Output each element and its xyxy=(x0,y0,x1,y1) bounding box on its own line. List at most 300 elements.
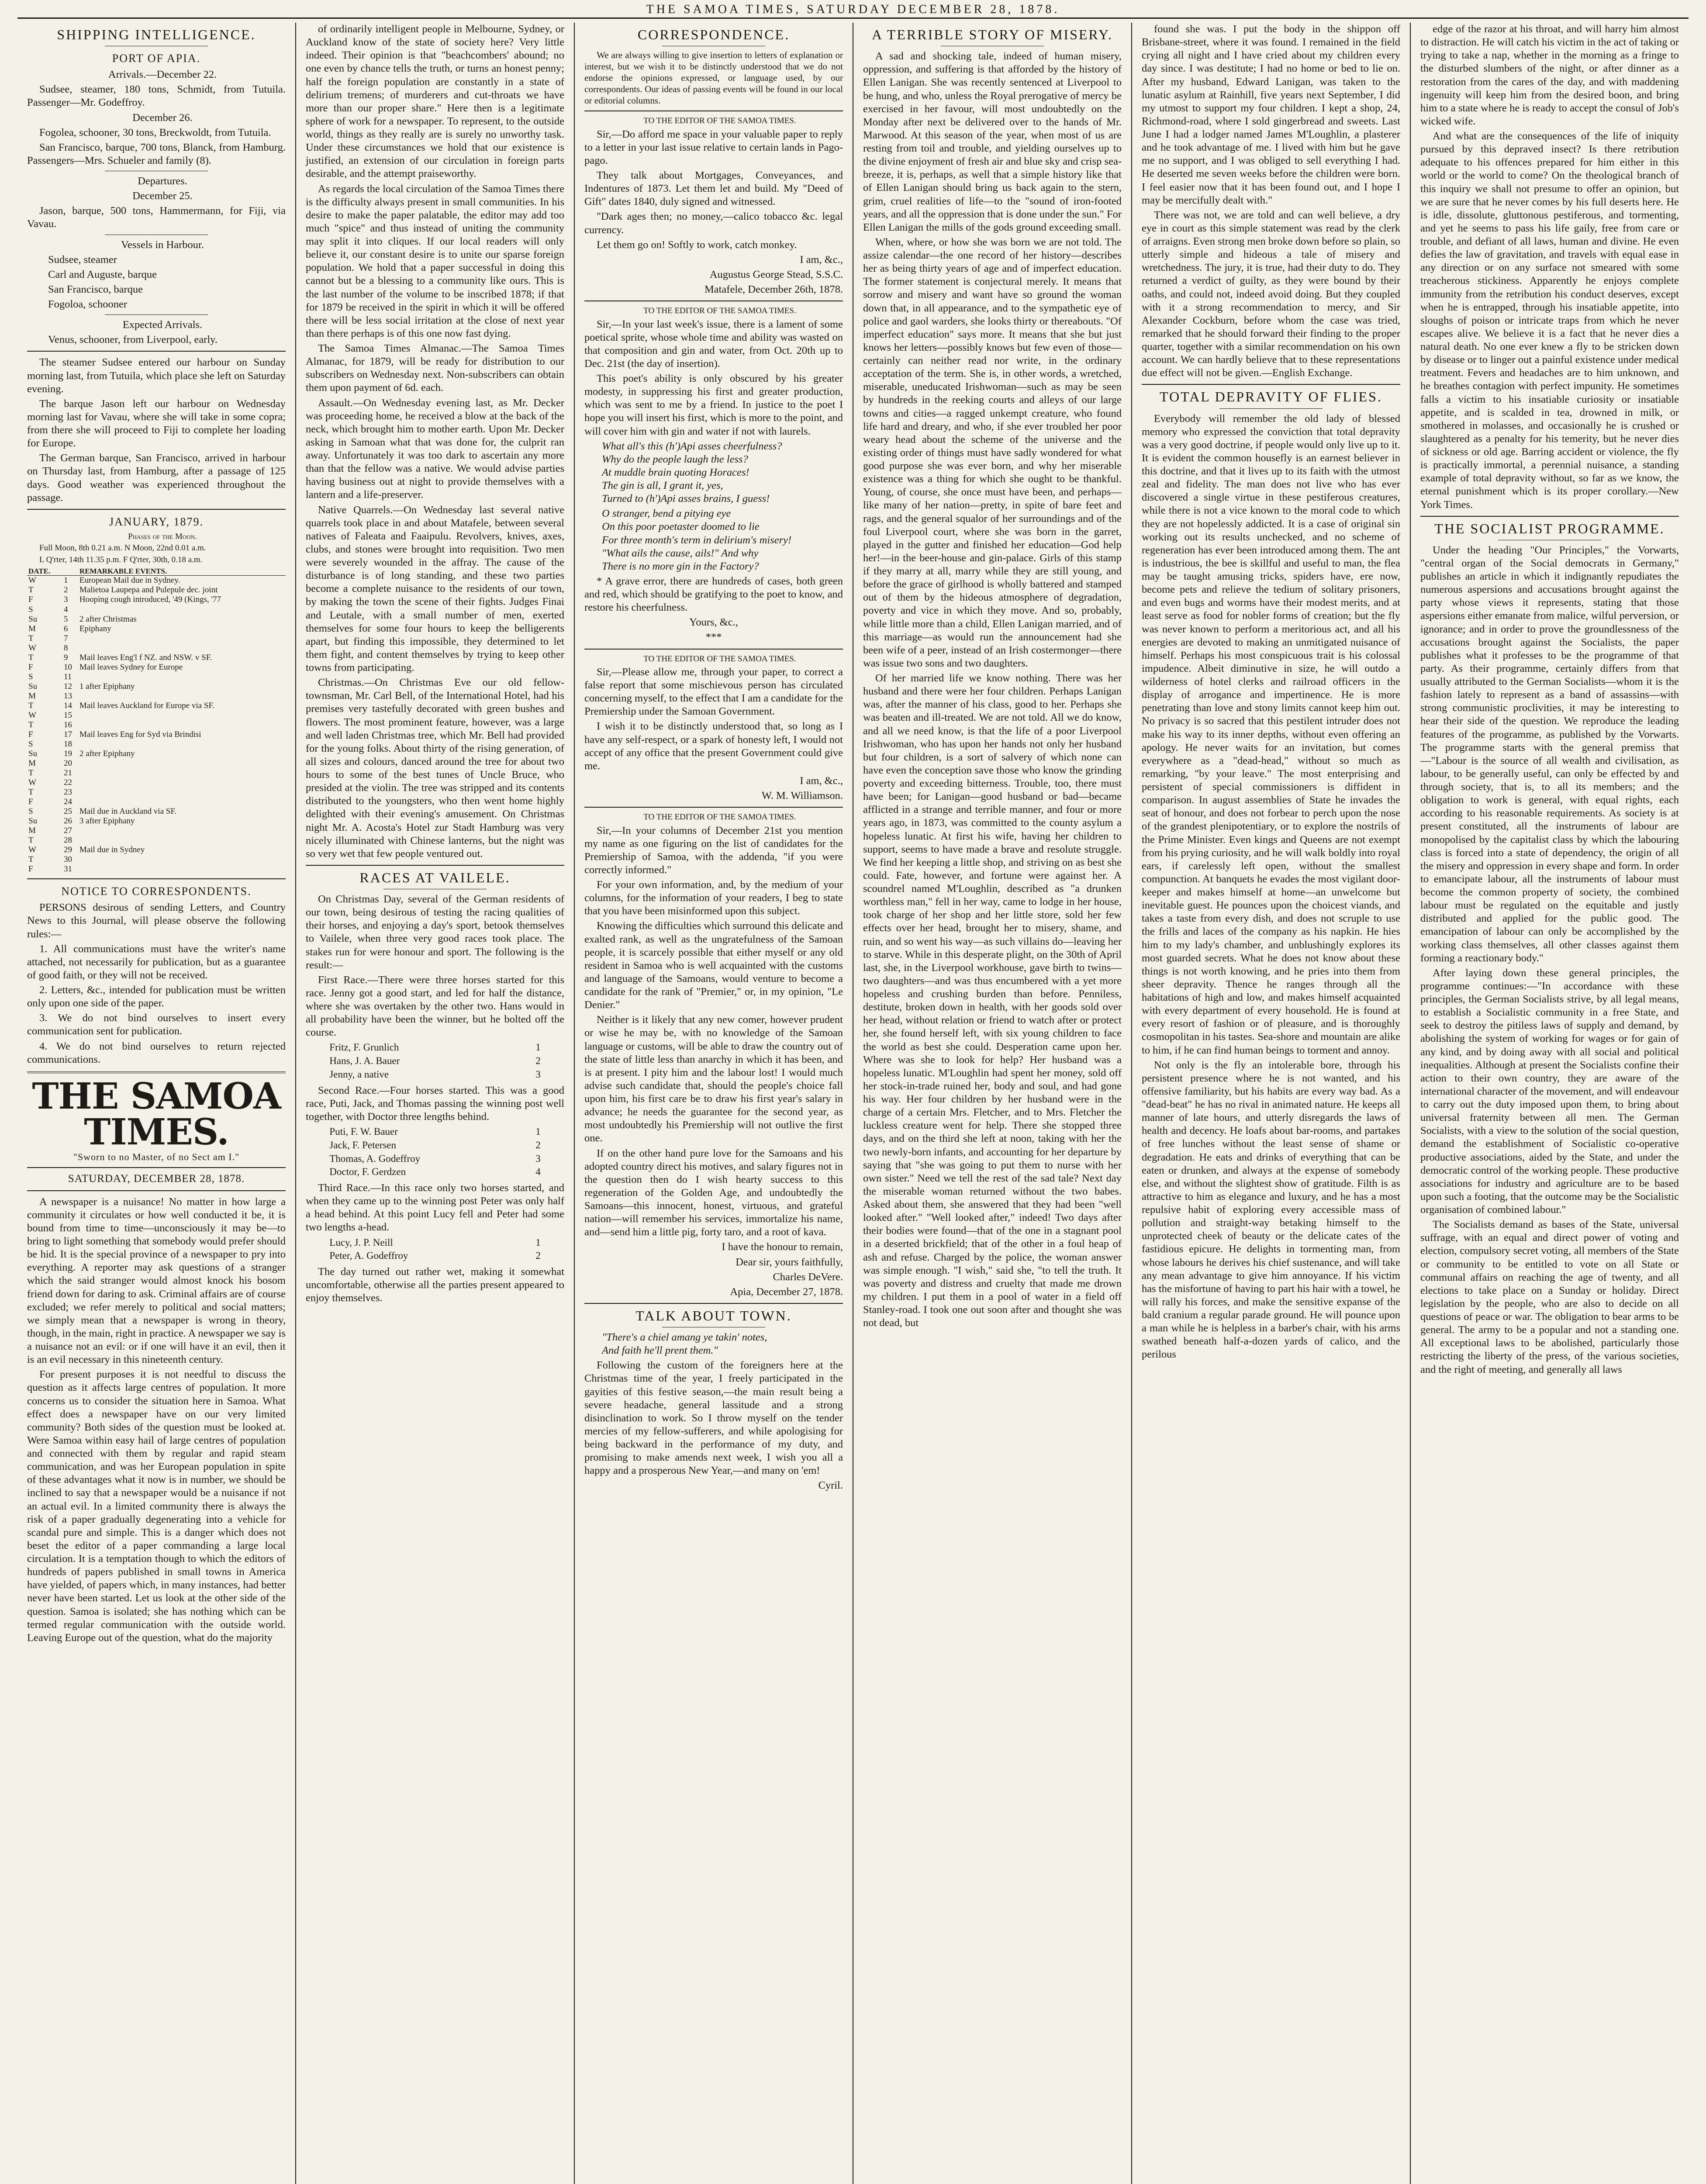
calendar-row xyxy=(27,663,286,672)
news-paragraph: Native Quarrels.—On Wednesday last several native quarrels took place in and about Matafele, between several natives of Faleata and Faaipulu. Revolvers, knives, axes, clubs, and stones were brought into requisition. Two men were severely wounded in the affray. The cause of the disturbance is of long standing, and these two parties become a complete nuisance to the residents of our town, by making the town the scene of their fights. Judges Finai and Leutale, with a small number of men, exerted themselves for some four hours to keep the belligerents apart, but finding this impossible, they determined to let them fight, and content themselves by trying to keep other towns from participating. xyxy=(306,504,564,674)
calendar-day: 7 xyxy=(63,633,68,643)
calendar-event: Mail leaves Auckland for Europe via SF. xyxy=(79,701,215,710)
article-paragraph: Not only is the fly an intolerable bore, through his persistent presence where he is not wanted, and his offensive familiarity, but his habits are every way bad. As a "dead-beat" he has no rival in animated nature. He keeps all manner of late hours, and utterly disregards the laws of health and decency. He loafs about bar-rooms, and partakes of free lunches without the least sense of shame or degradation. He eats and drinks of everything that can be eaten or drunken, and always at the expense of somebody else, and without the slightest show of gratitude. Filth is as attractive to him as elegance and luxury, and he has a most repulsive habit of exploring every accessible mass of pollution and straight-way betaking himself to the unprotected cheek of beauty or the delicate cates of the fastidious epicure. He delights in tormenting man, from whose labours he derives his chief sustenance, and will take any mean advantage to give him annoyance. If his victim has the misfortune of having to part his hair with a towel, he will rally his forces, and make the sensitive expanse of the bald cranium a regular parade ground. He will pounce upon a man while he is helpless in a barber's chair, with his arms swathed beneath half-a-dozen yards of calico, and the perilous xyxy=(1142,1059,1400,1361)
port-title: PORT OF APIA. xyxy=(112,52,201,65)
article-paragraph: edge of the razor at his throat, and will harry him almost to distraction. He will catch his victim in the act of taking or trying to take a nap, whether in the morning as a fringe to the disturbed slumbers of the night, or after dinner as a restoration from the cares of the day, and with maddening ingenuity will keep him from the desired boon, and bring him to a state where he is ready to accept the consul of Job's wicked wife. xyxy=(1420,23,1679,127)
calendar-event xyxy=(78,711,286,720)
verse-line: There is no more gin in the Factory? xyxy=(602,560,759,572)
calendar-event: 2 after Epiphany xyxy=(79,749,135,758)
flies-article xyxy=(1142,412,1400,1362)
misery-article xyxy=(863,50,1122,1330)
arrival-entry: Fogolea, schooner, 30 tons, Breckwoldt, from Tutuila. xyxy=(39,126,271,138)
divider xyxy=(306,865,564,866)
letter-paragraph: This poet's ability is only obscured by his greater modesty, in suppressing his first and greater production, which was sent to me by a friend. In justice to the poet I hope you will insert his first, which is more to the point, and will cover him with gin and water if not with laurels. xyxy=(584,373,843,437)
calendar-weekday: S xyxy=(28,739,33,749)
calendar-event: 1 after Epiphany xyxy=(79,681,135,691)
letter-signature-line: *** xyxy=(705,631,722,643)
calendar-day: 23 xyxy=(63,788,72,797)
calendar-weekday: T xyxy=(28,633,34,643)
verse-line: "There's a chiel amang ye takin' notes, xyxy=(602,1331,767,1344)
shipping-title: SHIPPING INTELLIGENCE. xyxy=(57,27,256,42)
divider xyxy=(584,807,843,808)
races-title: RACES AT VAILELE. xyxy=(359,869,511,885)
calendar-day: 15 xyxy=(63,710,72,720)
calendar-day: 16 xyxy=(63,720,72,729)
letter-paragraph: Neither is it likely that any new comer, however prudent or wise he may be, with no knowledge of the Samoan language or customs, will be able to draw the country out of the state of little less than anarchy in which it has been, and is at present. I pity him and the labour lost! I would much advise such candidate that, should the people's choice fall upon him, his first care be to draw his first year's salary in advance; he needs the guarantee for the second year, as most undoubtedly his Premiership will not outlive the first one. xyxy=(584,1014,843,1144)
moon-phase: L Q'rter, 14th 11.35 p.m. F Q'rter, 30th, 0.18 a.m. xyxy=(39,555,203,564)
calendar-day: 25 xyxy=(63,807,72,816)
calendar-day: 24 xyxy=(63,797,72,807)
town-title: TALK ABOUT TOWN. xyxy=(635,1307,792,1324)
article-paragraph: A sad and shocking tale, indeed of human misery, oppression, and suffering is that afforded by the history of Ellen Lanigan. She was recently sentenced at Liverpool to be hung, and who, unless the Royal prerogative of mercy be exercised in her favour, will most undoubtedly on the Monday after next be delivered over to the hands of Mr. Marwood. At this season of the year, when most of us are resting from toil and trouble, and yielding ourselves up to the divine enjoyment of fresh air and blue sky and crisp sea-breeze, it is, perhaps, as well that a simple history like that of Ellen Lanigan should bring us back again to the stern, grim, cruel realities of life—to the "sound of iron-footed years, and all the oppression that is done under the sun." For Ellen Lanigan the mills of the gods ground exceeding small. xyxy=(863,50,1122,233)
letter-signature-line: Apia, December 27, 1878. xyxy=(730,1286,843,1298)
race-horse: Hans, J. A. Bauer xyxy=(329,1055,400,1067)
notice-title: NOTICE TO CORRESPONDENTS. xyxy=(61,885,252,898)
calendar-day: 5 xyxy=(63,614,68,624)
race-3-text: Third Race.—In this race only two horses started, and when they came up to the winning post Peter was only half a head behind. At this point Lucy fell and Peter had some two lengths a-head. xyxy=(306,1182,564,1234)
letter-signature-line: I am, &c., xyxy=(800,253,843,266)
letter-4 xyxy=(584,824,843,1239)
column-3 xyxy=(575,23,853,2184)
calendar-weekday: W xyxy=(28,643,36,653)
race-horse: Fritz, F. Grunlich xyxy=(329,1042,399,1053)
calendar-weekday: Su xyxy=(28,749,38,758)
calendar-event xyxy=(78,778,286,788)
calendar-event xyxy=(78,759,286,768)
news-paragraph: of ordinarily intelligent people in Melbourne, Sydney, or Auckland know of the state of society here? Very little indeed. Their opinion is that "beachcombers' abound; no one even by chance tells the truth, or turns an honest penny; half the foreign population are constantly in a state of delirium tremens; of murderers and cut-throats we have more than our proper share." Here then is a legitimate sphere of work for a newspaper. To represent, to the outside world, things as they really are is surely no unworthy task. Under these circumstances we hold that our existence is justified, an extension of our circulation in foreign parts desirable, and the attempt praiseworthy. xyxy=(306,23,564,180)
verse-line: On this poor poetaster doomed to lie xyxy=(602,521,760,533)
calendar-event: European Mail due in Sydney. xyxy=(79,576,180,585)
flies-title: TOTAL DEPRAVITY OF FLIES. xyxy=(1160,389,1382,405)
race-1-text: First Race.—There were three horses started for this race. Jenny got a good start, and led for half the distance, where she was overtaken by the other two. Hans would in all probability have been the winner, but he bolted off the course. xyxy=(306,974,564,1039)
calendar-weekday: Su xyxy=(28,614,38,624)
calendar-event xyxy=(78,797,286,807)
race-horse: Doctor, F. Gerdzen xyxy=(329,1166,406,1178)
race-result-row xyxy=(329,1236,541,1250)
letter-paragraph: Sir,—Do afford me space in your valuable paper to reply to a letter in your last issue relative to certain lands in Pago-pago. xyxy=(584,128,843,166)
divider xyxy=(1219,408,1323,409)
harbour-vessel: San Francisco, barque xyxy=(48,283,143,295)
cal-header-date: DATE. xyxy=(27,567,62,576)
letter-paragraph: If on the other hand pure love for the Samoans and his adopted country direct his motives, and salary figures not in the question then do I wish hearty success to this regeneration of the Golden Age, and undoubtedly the Samoans—this innocent, honest, virtuous, and grateful nation—will remember his services, immortalize his name, and—send him a little pig, forty taro, and a root of kava. xyxy=(584,1147,843,1238)
calendar-weekday: W xyxy=(28,710,36,720)
letter-paragraph: "Dark ages then; no money,—calico tobacco &c. legal currency. xyxy=(584,211,843,236)
calendar-weekday: T xyxy=(28,768,34,778)
calendar-row xyxy=(27,624,286,634)
calendar-event xyxy=(78,672,286,682)
article-paragraph: After laying down these general principles, the programme continues:—"In accordance with these principles, the German Socialists strive, by all legal means, to establish a Socialistic community in a free State, and seek to destroy the pitiless laws of supply and demand, by abolishing the system of working for wages or for gain of any kind, and by doing away with all social and political inequalities. Although at present the Socialists confine their action to their own country, they are aware of the international character of the movement, and will endeavour to carry out the duty imposed upon them, to bring about universal fraternity between all men. The German Socialists, with a view to the solution of the social question, demand the establishment of Socialistic co-operative productive associations, aided by the State, and under the democratic control of the working people. These productive associations for industry and agriculture are to be based upon such a footing, that the outcome may be the Socialistic organisation of combined labour." xyxy=(1420,967,1679,1216)
calendar-day: 11 xyxy=(63,672,72,681)
calendar-row xyxy=(27,615,286,624)
motto: "Sworn to no Master, of no Sect am I." xyxy=(73,1151,240,1162)
letter-3 xyxy=(584,666,843,773)
calendar-title: JANUARY, 1879. xyxy=(109,515,204,528)
calendar-day: 13 xyxy=(63,691,72,701)
calendar-day: 1 xyxy=(63,576,68,585)
race-place: 3 xyxy=(535,1153,541,1164)
calendar-weekday: M xyxy=(28,759,36,768)
calendar-event: 2 after Christmas xyxy=(79,614,137,624)
verse-line: For three month's term in delirium's misery! xyxy=(602,534,792,546)
misery-article-cont xyxy=(1142,23,1400,380)
article-paragraph: The Socialists demand as bases of the State, universal suffrage, with an equal and direct power of voting and election, compulsory secret voting, all members of the State or community to be entitled to vote on all State or communal affairs on reaching the age of twenty, and all elections to take place on a Sunday or holiday. Direct legislation by the people, who are also to decide on all questions of peace or war. The obligation to bear arms to be general. The army to be a popular and not a standing one. All exceptional laws to be abolished, particularly those restricting the liberty of the press, of the various societies, and the right of meeting, and generally all laws xyxy=(1420,1219,1679,1375)
letter-4-signature xyxy=(584,1241,843,1299)
letter-paragraph: I wish it to be distinctly understood that, so long as I have any self-respect, or a spark of honesty left, I would not accept of any office that the present Government could give me. xyxy=(584,720,843,772)
calendar-day: 31 xyxy=(63,864,72,874)
shipping-note: The steamer Sudsee entered our harbour on Sunday morning last, from Tutuila, which place she left on Saturday evening. xyxy=(27,356,286,395)
calendar-weekday: F xyxy=(28,729,33,739)
race-horse: Puti, F. W. Bauer xyxy=(329,1126,398,1137)
calendar-row xyxy=(27,807,286,816)
expected-list xyxy=(27,333,286,346)
calendar-event xyxy=(78,605,286,615)
editorial xyxy=(27,1196,286,1645)
letter-signature-line: Matafele, December 26th, 1878. xyxy=(704,283,843,296)
notice-rule: 3. We do not bind ourselves to insert every communication sent for publication. xyxy=(27,1012,286,1037)
arrival-entry: San Francisco, barque, 700 tons, Blanck, from Hamburg. Passengers—Mrs. Schueler and family (8). xyxy=(27,141,286,166)
correspondence-title: CORRESPONDENCE. xyxy=(637,27,790,42)
calendar-event xyxy=(78,740,286,749)
calendar-event: 3 after Epiphany xyxy=(79,816,135,826)
calendar-row xyxy=(27,797,286,807)
letter-3-signature xyxy=(584,774,843,802)
column-1 xyxy=(17,23,296,2184)
verse-line: "What ails the cause, ails!" And why xyxy=(602,547,759,559)
news-paragraph: As regards the local circulation of the Samoa Times there is the difficulty always present in small communities. In his desire to make the paper palatable, the editor may add too much "spice" and thus instead of uniting the community may split it into cliques. If our local readers will only believe it, our constant desire is to unite our sparse foreign population. We hold that a paper successful in doing this cannot but be a blessing to a community like ours. This is the last number of the volume to be inscribed 1878; if that for 1879 be received in the spirit in which it will be offered there will be less social irritation at the close of next year than there perhaps is of this one now fast dying. xyxy=(306,183,564,339)
calendar-day: 21 xyxy=(63,768,72,778)
calendar-weekday: F xyxy=(28,595,33,605)
calendar-event: Epiphany xyxy=(79,624,111,633)
calendar-weekday: S xyxy=(28,605,33,614)
divider xyxy=(1420,516,1679,517)
calendar-row xyxy=(27,585,286,595)
calendar-day: 22 xyxy=(63,778,72,788)
to-editor-heading: TO THE EDITOR OF THE SAMOA TIMES. xyxy=(643,116,796,126)
arrival-entry: Sudsee, steamer, 180 tons, Schmidt, from Tutuila. Passenger—Mr. Godeffroy. xyxy=(27,83,286,109)
article-paragraph: There was not, we are told and can well believe, a dry eye in court as this simple statement was read by the clerk of arraigns. Even strong men broke down before so plain, so utterly simple and hideous a tale of misery and wretchedness. The jury, it is true, had their duty to do. They returned a verdict of guilty, as they were bound by their oaths, and could not, indeed avoid doing. But they coupled with it a strong recommendation to mercy, and Sir Alexander Cockburn, before whom the case was tried, remarked that he should forward their finding to the proper quarter, together with a similar recommendation on his own account. We can hardly believe that to these representations due effect will not be given.—English Exchange. xyxy=(1142,209,1400,379)
calendar-row xyxy=(27,691,286,701)
letter-2-signature xyxy=(584,616,843,644)
calendar-day: 4 xyxy=(63,605,68,614)
divider xyxy=(27,351,286,352)
calendar-weekday: Su xyxy=(28,816,38,826)
calendar-row xyxy=(27,855,286,864)
calendar-day: 3 xyxy=(63,595,68,605)
running-head: THE SAMOA TIMES, SATURDAY DECEMBER 28, 1878. xyxy=(17,2,1689,19)
calendar-weekday: W xyxy=(28,845,36,855)
calendar-weekday: Su xyxy=(28,681,38,691)
calendar-weekday: T xyxy=(28,720,34,729)
calendar-event xyxy=(78,864,286,874)
article-paragraph: Everybody will remember the old lady of blessed memory who expressed the conviction that total depravity was a very good doctrine, if people would only live up to it. It is evident the common housefly is an earnest believer in this doctrine, and that it lives up to its faith with the utmost zeal and fidelity. The man does not live who has ever discovered a single virtue in these pestiferous creatures, while there is not a vice known to the moral code to which they are not hopelessly addicted. It is a case of original sin working out its results unchecked, and no scheme of regeneration has ever been introduced among them. The ant is industrious, the bee is skillful and useful to man, the flea may be taught amusing tricks, spiders have, ere now, become pets and relieve the tedium of solitary prisoners, and even bugs and worms have their modest merits, and at least serve as food for nobler forms of creation; but the fly was never known to perform a meritorious act, and all his energies are devoted to making an unmitigated nuisance of himself. Perhaps his most conspicuous trait is his colossal impudence. Albeit diminutive in size, he will outdo a wilderness of hotel clerks and railroad officers in the display of arrogance and impertinence. He is more penetrating than love and stony limits cannot keep him out. No privacy is so sacred that this pestilent intruder does not make his way to its inner depths, without even offering an apology. He never waits for an invitation, but comes everywhere as a "dead-head," without so much as remarking, "by your leave." The most enterprising and persistent of special commissioners is diffident in comparison. In august assemblies of State he invades the seat of honour, and does not forbear to perch upon the nose of the grandest plenipotentiary, or to explore the nostrils of the Prime Minister. Even kings and Queens are not exempt from his prying curiosity, and he will walk boldly into royal ears, if carelessly left open, without the smallest compunction. At banquets he evades the most vigilant door-keeper and makes himself at home—an unwelcome but inevitable guest. He pounces upon the choicest viands, and takes a taste from every dish, and does not scruple to use the frills and laces of the company as his napkin. He hies him to my lady's chamber, and unblushingly explores its most guarded secrets. What he does not know about these things is not worth knowing, and he pries into them from sheer depravity. Thence he ranges through all the habitations of high and low, and makes himself acquainted with every department of every household. He is found at every resort of fashion or of pleasure, and is thoroughly cosmopolitan in his tastes. Sea-shore and mountain are alike to him, if he can find human beings to torment and annoy. xyxy=(1142,412,1400,1056)
race-result-row xyxy=(329,1139,541,1152)
race-result-row xyxy=(329,1125,541,1139)
race-result-row xyxy=(329,1054,541,1068)
shipping-note: The German barque, San Francisco, arrived in harbour on Thursday last, from Hamburg, after a passage of 125 days. Good weather was experienced throughout the passage. xyxy=(27,452,286,504)
divider xyxy=(27,1071,286,1073)
calendar-event xyxy=(78,826,286,836)
moon-phase: Full Moon, 8th 0.21 a.m. N Moon, 22nd 0.01 a.m. xyxy=(39,543,206,553)
divider xyxy=(105,314,208,315)
letter-signature-line: I am, &c., xyxy=(800,774,843,787)
calendar-event: Hooping cough introduced, '49 (Kings, '77 xyxy=(79,595,221,605)
news-paragraph: Assault.—On Wednesday evening last, as Mr. Decker was proceeding home, he received a blow at the back of the neck, which brought him to mother earth. Upon Mr. Decker asking in Samoan what that was done for, the culprit ran away. Unfortunately it was too dark to ascertain any more than that the fellow was a native. We would advise parties having business out at night to provide themselves with a lantern and a life-preserver. xyxy=(306,397,564,501)
verse-line: And faith he'll prent them." xyxy=(602,1344,718,1357)
letter-signature-line: W. M. Williamson. xyxy=(761,790,843,802)
calendar-day: 10 xyxy=(63,662,72,672)
column-2 xyxy=(296,23,575,2184)
departures-head: Departures. xyxy=(138,175,187,187)
notice-rule: 1. All communications must have the writer's name attached, not necessarily for publication, but as a guarantee of good faith, or they will not be received. xyxy=(27,943,286,981)
calendar-event: Mail due in Sydney xyxy=(79,845,145,855)
to-editor-heading: TO THE EDITOR OF THE SAMOA TIMES. xyxy=(643,812,796,822)
calendar-row xyxy=(27,768,286,778)
calendar-row xyxy=(27,740,286,749)
calendar-row xyxy=(27,816,286,826)
calendar-day: 6 xyxy=(63,624,68,633)
town-verse xyxy=(584,1331,843,1357)
calendar-row xyxy=(27,682,286,691)
verse-1 xyxy=(584,440,843,506)
calendar-weekday: W xyxy=(28,778,36,788)
expected-head: Expected Arrivals. xyxy=(122,319,203,331)
races-end: The day turned out rather wet, making it somewhat uncomfortable, otherwise all the parties present appeared to enjoy themselves. xyxy=(306,1266,564,1304)
calendar-event xyxy=(78,691,286,701)
race-2-text: Second Race.—Four horses started. This was a good race, Puti, Jack, and Thomas passing the winning post well together, with Doctor three lengths behind. xyxy=(306,1084,564,1123)
race-place: 2 xyxy=(535,1139,541,1151)
letter-paragraph: Knowing the difficulties which surround this delicate and exalted rank, as well as the ungratefulness of the Samoan people, it is scarcely possible that either myself or any old resident in Samoa who is well acquainted with the customs and language of the Samoans, would venture to become a candidate for the rank of "Premier," or, in my opinion, "Le Denier." xyxy=(584,920,843,1011)
race-horse: Lucy, J. P. Neill xyxy=(329,1237,393,1248)
dateline: SATURDAY, DECEMBER 28, 1878. xyxy=(68,1172,245,1185)
cal-header-events: REMARKABLE EVENTS. xyxy=(78,567,286,576)
letter-2-footnote: * A grave error, there are hundreds of cases, both green and red, which should be gratifying to the poet to know, and restore his cheerfulness. xyxy=(584,575,843,614)
calendar-row xyxy=(27,634,286,643)
calendar-weekday: S xyxy=(28,807,33,816)
calendar-weekday: F xyxy=(28,797,33,807)
expected-vessel: Venus, schooner, from Liverpool, early. xyxy=(48,334,218,346)
calendar-weekday: F xyxy=(28,662,33,672)
race-horse: Jenny, a native xyxy=(329,1068,389,1080)
calendar-weekday: T xyxy=(28,653,34,662)
letter-1-signature xyxy=(584,253,843,296)
notice-rule: 2. Letters, &c., intended for publication must be written only upon one side of the paper. xyxy=(27,984,286,1009)
divider xyxy=(27,1167,286,1168)
town-paragraph: Following the custom of the foreigners here at the Christmas time of the year, I freely participated in the gayities of this festive season,—the main result being a severe headache, general lassitude and a strong disinclination to work. So I throw myself on the tender mercies of my fellow-sufferers, and while apologising for being backward in the performance of my duty, and promising to make amends next week, I wish you all a happy and a prosperous New Year,—and many on 'em! xyxy=(584,1359,843,1477)
calendar-day: 17 xyxy=(63,729,72,739)
article-paragraph: Under the heading "Our Principles," the Vorwarts, "central organ of the Social democrats in Germany," publishes an article in which it indignantly repudiates the numerous aspersions and accusations brought against the party whose views it represents, stating that those aspersions either emanate from malice, wilful perversion, or ignorance; and in order to prove the groundlessness of the accusations brought against the Socialists, the paper publishes what it professes to be the programme of that party. As their programme, certainly differs from that usually attributed to the German Socialists—whom it is the fashion lately to represent as a band of assassins—with strong communistic proclivities, it may be interesting to hear their side of the question. We reproduce the leading features of the programme, as published by the Vorwarts. The programme starts with the general premiss that—"Labour is the source of all wealth and civilisation, as labour, to be generally useful, can only be effected by and through society, that is, to all its members; and the obligation to work is general, with equal rights, each according to his reasonable requirements. As society is at present constituted, all the instruments of labour are monopolised by the capitalist class by which the labouring class is forced into a state of dependency, the origin of all the misery and oppression in every shape and form. In order to emancipate labour, all the instruments of labour must become the common property of society, the combined labour must be regulated on the equitable and justly distributed and applied for the public good. The emancipation of labour can only be accomplished by the working class themselves, all other classes against them forming a reactionary body." xyxy=(1420,544,1679,964)
calendar-day: 20 xyxy=(63,759,72,768)
calendar-table xyxy=(27,567,286,874)
calendar-day: 8 xyxy=(63,643,68,653)
race-horse: Peter, A. Godeffroy xyxy=(329,1250,408,1261)
race-place: 2 xyxy=(535,1250,541,1261)
race-3-results xyxy=(329,1236,541,1263)
to-editor-heading: TO THE EDITOR OF THE SAMOA TIMES. xyxy=(643,654,796,663)
local-news xyxy=(306,23,564,860)
news-paragraph: The Samoa Times Almanac.—The Samoa Times Almanac, for 1879, will be ready for distribution to our subscribers on Wednesday next. Non-subscribers can obtain them upon payment of 6d. each. xyxy=(306,342,564,394)
race-place: 1 xyxy=(535,1126,541,1137)
calendar-row xyxy=(27,788,286,797)
verse-line: What all's this (h')Api asses cheerfulness? xyxy=(602,440,782,452)
race-place: 3 xyxy=(535,1068,541,1080)
calendar-weekday: T xyxy=(28,788,34,797)
letter-paragraph: For your own information, and, by the medium of your columns, for the information of your readers, I beg to state that you have been misinformed upon this subject. xyxy=(584,879,843,917)
calendar-row xyxy=(27,672,286,682)
races-intro: On Christmas Day, several of the German residents of our town, being desirous of testing the racing qualities of their horses, and enjoying a day's sport, betook themselves to Vailele, when three very good races took place. The stakes run for were honour and sport. The following is the result:— xyxy=(306,893,564,971)
harbour-list xyxy=(27,253,286,311)
calendar-row xyxy=(27,701,286,711)
race-place: 1 xyxy=(535,1237,541,1248)
race-result-row xyxy=(329,1152,541,1166)
article-paragraph: found she was. I put the body in the shippon off Brisbane-street, where it was found. I remained in the field crying all night and I have cried about my children every day since. I was destitute; I had no home or bed to lie on. After my husband, Edward Lanigan, was taken to the lunatic asylum at Rainhill, five years next September, I did my utmost to support my four children. I kept a shop, 24, Richmond-road, where I sold gingerbread and sweets. Last June I had a lodger named James M'Loughlin, a plasterer and he took advantage of me. I lived with him but he gave me no support, and I was obliged to sell everything I had. He deserted me seven weeks before the children were born. I feel easier now that it has been found out, and I hope I may be mercifully dealt with." xyxy=(1142,23,1400,206)
calendar-day: 26 xyxy=(63,816,72,826)
calendar-row xyxy=(27,720,286,730)
calendar-weekday: T xyxy=(28,585,34,595)
socialist-article xyxy=(1420,544,1679,1376)
letter-2 xyxy=(584,318,843,438)
correspondence-disclaimer: We are always willing to give insertion to letters of explanation or interest, but we wish it to be distinctly understood that we do not endorse the opinions expressed, or language used, by our correspondents. Our ideas of passing events will be found in our local or editorial columns. xyxy=(584,50,843,106)
race-result-row xyxy=(329,1068,541,1082)
calendar-row xyxy=(27,711,286,720)
divider xyxy=(584,1303,843,1304)
calendar-weekday: T xyxy=(28,701,34,710)
calendar-day: 2 xyxy=(63,585,68,595)
article-paragraph: And what are the consequences of the life of iniquity pursued by this depraved insect? Is there retribution adequate to his offences prepared for him either in this world or the world to come? On the theological branch of this inquiry we shall not presume to offer an opinion, but we are sure that he never comes by his full deserts here. He is idle, dissolute, gluttonous pestiferous, and tormenting, and yet he seems to pass his life gaily, free from care or trouble, and defiant of all laws, human and divine. He even defies the law of gravitation, and travels with equal ease in any direction or on any surface not smeared with some treacherous stickiness. Apparently he enjoys complete immunity from the retribution his conduct deserves, except when he is entrapped, through his insatiable appetite, into sloughs of poison or intricate traps from which he never escapes alive. We believe it is a fact that he never dies a natural death. No one ever knew a fly to be stricken down by disease or to linger out a painful existence under medical treatment. Fevers and headaches are to him unknown, and he breathes contagion with perfect impunity. He sometimes falls a victim to his insatiable curiosity or insatiable appetite, and is scalded in tea, drowned in milk, or smothered in molasses, and occasionally he is crushed or slaughtered as a penalty for his temerity, but he never dies of sickness or old age. Barring accident or violence, the fly is practically immortal, a perennial nuisance, a standing example of total depravity without, so far as we know, the eternal punishment which is its proper corollary.—New York Times. xyxy=(1420,130,1679,511)
calendar-day: 28 xyxy=(63,836,72,845)
race-1-results xyxy=(329,1041,541,1081)
town-signature: Cyril. xyxy=(818,1479,843,1492)
calendar-row xyxy=(27,826,286,836)
calendar-row xyxy=(27,730,286,740)
divider xyxy=(27,509,286,510)
notice-rule: 4. We do not bind ourselves to return rejected communications. xyxy=(27,1040,286,1065)
shipping-note: The barque Jason left our harbour on Wednesday morning last for Vavau, where she will take in some copra; from there she will proceed to Fiji to complete her loading for Europe. xyxy=(27,397,286,449)
race-place: 1 xyxy=(535,1042,541,1053)
calendar-weekday: M xyxy=(28,826,36,836)
news-paragraph: Christmas.—On Christmas Eve our old fellow-townsman, Mr. Carl Bell, of the International Hotel, had his premises very tastefully decorated with green bushes and flowers. The most prominent feature, however, was a large and well laden Christmas tree, which Mr. Bell had provided for the young folks. About thirty of the rising generation, of all sizes and colours, danced around the tree for about two hours to some of the best tunes of Uncle Bruce, who presided at the violin. The tree was stripped and its contents distributed to the youngsters, who then went home highly delighted with their evening's amusement. On Christmas night Mr. A. Acosta's Hotel zur Stadt Hamburg was very nicely illuminated with Chinese lanterns, but the night was so very wet that few people ventured out. xyxy=(306,677,564,860)
verse-line: Why do the people laugh the less? xyxy=(602,453,748,465)
calendar-event xyxy=(78,768,286,778)
verse-line: At muddle brain quoting Horaces! xyxy=(602,466,749,478)
socialist-title: THE SOCIALIST PROGRAMME. xyxy=(1434,520,1665,536)
phases-title: Phases of the Moon. xyxy=(128,532,197,541)
letter-paragraph: Sir,—Please allow me, through your paper, to correct a false report that some mischievous person has circulated concerning myself, to the effect that I am a candidate for the Premiership under the Samoan Government. xyxy=(584,666,843,718)
editorial-paragraph: For present purposes it is not needful to discuss the question as it affects large centres of population. It more concerns us to consider the situation here in Samoa. What effect does a newspaper have on our very limited community? Both sides of the question must be looked at. Were Samoa within easy hail of large centres of population and connected with them by regular and rapid steam communication, and was her European population in spite of these advantages what it now is in number, we should be inclined to say that a newspaper would be a nuisance if not an actual evil. In a limited community there is always the risk of a paper gradually degenerating into a vehicle for scandal pure and simple. This is a danger which does not beset the editor of a paper commanding a large local circulation. It is a temptation though to which the editors of hundreds of papers published in small towns in America have yielded, of papers which, in many instances, had better never have been started. Let us look at the other side of the question. Samoa is isolated; she has nothing which can be termed regular communication with the outside world. Leaving Europe out of the question, what do the majority xyxy=(27,1368,286,1644)
calendar-weekday: S xyxy=(28,672,33,681)
race-2-results xyxy=(329,1125,541,1179)
race-result-row xyxy=(329,1249,541,1263)
calendar-row xyxy=(27,749,286,759)
calendar-row xyxy=(27,643,286,653)
calendar-weekday: T xyxy=(28,855,34,864)
letter-signature-line: I have the honour to remain, xyxy=(722,1241,843,1253)
calendar-row xyxy=(27,759,286,768)
calendar-event: Mail leaves Sydney for Europe xyxy=(79,662,183,672)
calendar-weekday: M xyxy=(28,624,36,633)
article-paragraph: When, where, or how she was born we are not told. The assize calendar—the one record of her history—describes her as being thirty years of age and of imperfect education. The former statement is conjectural merely. It means that sorrow and misery and want have so ground the woman down that, in all appearance, and to the sympathetic eye of police and gaol warders, she looks thirty or thereabouts. "Of imperfect education" says more. It means that she but just knows her letters—possibly knows but few even of those—certainly can neither read nor write, in the ordinary acceptation of the term. She is, in other words, a wretched, miserable, uneducated Irishwoman—such as may be seen by hundreds in the reeking courts and alleys of our large towns and cities—a ragged unkempt creature, who found life hard and dreary, and who, if she ever troubled her poor weary head about the scheme of the universe and the existing order of things must have sadly wondered for what good purpose she was ever born, and why her miserable existence was a thing for which she ought to be thankful. Young, of course, she once must have been, and perhaps—like many of her nation—pretty, in spite of bare feet and rags, and the general squalor of her surroundings and of the foul Liverpool court, where she was born in the garret, played in the gutter and finished her education—God help her!—in the beer-house and gin-palace. Girls of this stamp if they marry at all, marry while they are still young, and before the grace of girlhood is wholly battered and stamped out of them by the hideous atmosphere of degradation, poverty and vice in which they move. And so, probably, while little more than a child, Ellen Lanigan married, and of this marriage—as would run the announcement had she been wife of a peer, instead of an Irish costermonger—there was issue two sons and two daughters. xyxy=(863,236,1122,669)
verse-line: O stranger, bend a pitying eye xyxy=(602,508,731,520)
column-4 xyxy=(853,23,1132,2184)
letter-signature-line: Charles DeVere. xyxy=(773,1271,843,1283)
calendar-weekday: M xyxy=(28,691,36,701)
calendar-event: Mail leaves Eng'l f NZ. and NSW. v SF. xyxy=(79,653,212,662)
race-horse: Jack, F. Petersen xyxy=(329,1139,397,1151)
calendar-row xyxy=(27,595,286,605)
calendar-row xyxy=(27,605,286,615)
verse-line: Turned to (h')Api asses brains, I guess! xyxy=(602,493,770,505)
verse-2 xyxy=(584,507,843,573)
calendar-day: 18 xyxy=(63,739,72,749)
letter-paragraph: Sir,—In your last week's issue, there is a lament of some poetical sprite, whose whole time and ability was wasted on that composition and gin and water, from Oct. 20th up to Dec. 21st (the day of insertion). xyxy=(584,318,843,370)
calendar-event xyxy=(78,634,286,643)
letter-1 xyxy=(584,128,843,252)
harbour-vessel: Fogoloa, schooner xyxy=(48,298,127,311)
race-place: 4 xyxy=(535,1166,541,1178)
harbour-vessel: Sudsee, steamer xyxy=(48,253,117,266)
calendar-day: 19 xyxy=(63,749,72,758)
article-paragraph: Of her married life we know nothing. There was her husband and there were her four children. Perhaps Lanigan was, after the manner of his class, good to her. Perhaps she was beaten and ill-treated. We are not told. All we do know, and all we need know, is that the life of a poor Liverpool Irishwoman, who has upon her hands not only her husband but four children, is a sort of salvery of which none can have even the conception save those who know the grinding poverty and exceeding bitterness. Trouble, too, there must have been; for Lanigan—good husband or bad—became afflicted in a strange and terrible manner, and four or more years ago, in 1873, was committed to the county asylum a hopeless lunatic. At first his wife, having her children to support, seems to have made a brave and resolute struggle. We find her keeping a little shop, and striving on as best she could. Fate, however, and fortune were against her. A scoundrel named M'Loughlin, described as "a drunken worthless man," fell in her way, came to lodge in her house, took charge of her shop and her little store, sold her few effects over her head, brought her to misery, shame, and ruin, and so went his way—as such villains do—leaving her to starve. While in this desperate plight, on the 30th of April last, she, in the Liverpool workhouse, gave birth to twins—two daughters—and was thus encumbered with a yet more hopeless and crushing burden than before. Penniless, destitute, broken down in health, with her goods sold over her head, without relation or friend to watch after or protect her, she found herself left, with six young children to face the world as best she could. Desperation came upon her. Where was she to look for help? Her husband was a hopeless lunatic. M'Loughlin had spent her money, sold off her stock-in-trade ruined her, body and soul, and had gone his way. Her four children by her husband were in the charge of a certain Mrs. Fletcher, and to Mrs. Fletcher the luckless creature went for help. There she stopped three days, and on the third she left at noon, taking with her the two newly-born infants, and accounting for her departure by saying that "she was going to put them to nurse with her own sister." Need we tell the rest of the sad tale? Next day the miserable woman returned without the two babes. Asked about them, she answered that they had been "well looked after." "Well looked after," indeed! Two days after their bodies were found—that of the one in a stagnant pool in a deserted brickfield; that of the other in a foul heap of ash and refuse. Charged by the police, the woman answer was simple enough. "I wish," said she, "to tell the truth. It was poverty and distress and cruelty that made me drown my children. I put them in a pool of water in a field off Stanley-road. I took one out soon after and thought she was not dead, but xyxy=(863,672,1122,1329)
misery-title: A TERRIBLE STORY OF MISERY. xyxy=(872,27,1113,42)
calendar-event: Mail due in Auckland via SF. xyxy=(79,807,177,816)
calendar-day: 14 xyxy=(63,701,72,710)
verse-line: The gin is all, I grant it, yes, xyxy=(602,480,723,492)
to-editor-heading: TO THE EDITOR OF THE SAMOA TIMES. xyxy=(643,306,796,316)
calendar-row xyxy=(27,864,286,874)
divider xyxy=(1142,384,1400,385)
editorial-paragraph: A newspaper is a nuisance! No matter in how large a community it circulates or how well conducted it be, it is bound from time to time—unconsciously it may be—to bring to light something that somebody would prefer should be hid. It is the special province of a newspaper to pry into everything. A reporter may ask questions of a stranger which the said stranger would almost knock his bosom friend down for daring to ask. Criminal affairs are of course excluded; we refer merely to political and social matters; we simply mean that a newspaper is wrong in theory, though, in the main, right in practice. A newspaper we say is a nuisance not an evil: or if one will have it an evil, then it is an evil necessary in this nineteenth century. xyxy=(27,1196,286,1366)
shipping-notes xyxy=(27,356,286,504)
divider xyxy=(27,878,286,879)
race-place: 2 xyxy=(535,1055,541,1067)
letter-signature-line: Dear sir, yours faithfully, xyxy=(736,1256,843,1268)
letter-paragraph: Sir,—In your columns of December 21st you mention my name as one figuring on the list of candidates for the Premiership of Samoa, with the addenda, "if you were correctly informed." xyxy=(584,824,843,876)
calendar-row xyxy=(27,653,286,663)
calendar-event xyxy=(78,836,286,845)
calendar-weekday: T xyxy=(28,836,34,845)
calendar-weekday: F xyxy=(28,864,33,874)
calendar-day: 29 xyxy=(63,845,72,855)
departure-entry: Jason, barque, 500 tons, Hammermann, for Fiji, via Vavau. xyxy=(27,205,286,230)
race-result-row xyxy=(329,1041,541,1054)
calendar-row xyxy=(27,836,286,845)
calendar-event xyxy=(78,788,286,797)
calendar-event: Mail leaves Eng for Syd via Brindisi xyxy=(79,729,201,739)
columns xyxy=(17,23,1689,2184)
letter-paragraph: Let them go on! Softly to work, catch monkey. xyxy=(597,238,797,251)
calendar-row xyxy=(27,778,286,788)
moon-phases xyxy=(27,543,286,565)
calendar-row xyxy=(27,576,286,586)
letter-signature-line: Yours, &c., xyxy=(689,616,738,629)
divider xyxy=(27,1190,286,1191)
flies-article-cont xyxy=(1420,23,1679,511)
notice-rules xyxy=(27,943,286,1066)
calendar-weekday: W xyxy=(28,576,36,585)
arrival-date: December 26. xyxy=(132,111,193,124)
divider xyxy=(584,649,843,650)
letter-signature-line: Augustus George Stead, S.S.C. xyxy=(709,268,843,280)
race-result-row xyxy=(329,1165,541,1179)
letter-paragraph: They talk about Mortgages, Conveyances, and Indentures of 1873. Let them let and build. My "Deed of Gift" dates 1840, duly signed and witnessed. xyxy=(584,169,843,208)
calendar-day: 27 xyxy=(63,826,72,836)
column-6 xyxy=(1411,23,1689,2184)
calendar-row xyxy=(27,845,286,855)
column-5 xyxy=(1132,23,1411,2184)
calendar-day: 30 xyxy=(63,855,72,864)
calendar-event xyxy=(78,855,286,864)
departure-date: December 25. xyxy=(132,190,193,202)
masthead: THE SAMOA TIMES. xyxy=(32,1075,281,1153)
